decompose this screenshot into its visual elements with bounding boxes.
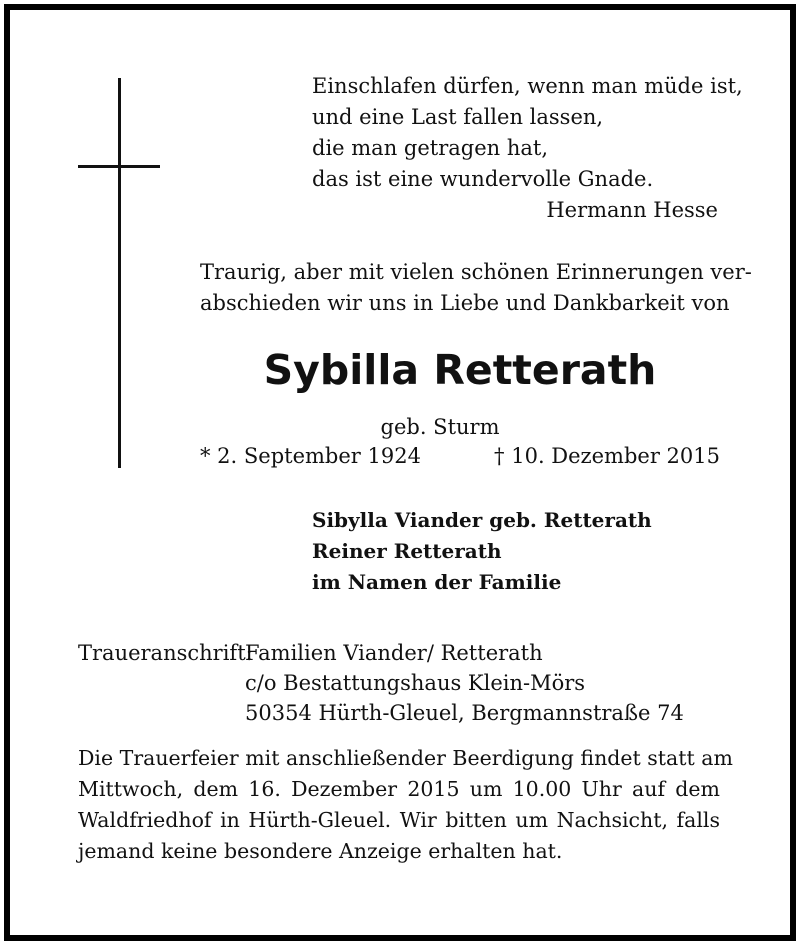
funeral-service-info [78,743,733,867]
service-line: Mittwoch, dem 16. Dezember 2015 um 10.00 Uhr auf dem [78,777,720,801]
poem-block [312,71,743,226]
intro-line: abschieden wir uns in Liebe und Dankbarkeit von [200,291,730,315]
poem-line: die man getragen hat, [312,136,548,160]
address-line: 50354 Hürth-Gleuel, Bergmannstraße 74 [245,701,684,725]
intro-line: Traurig, aber mit vielen schönen Erinnerungen ver- [200,260,752,284]
intro-text [200,257,752,319]
poem-line: Einschlafen dürfen, wenn man müde ist, [312,74,743,98]
address-label: Traueranschrift: [78,641,253,665]
mourner-name: Reiner Retterath [312,539,502,563]
service-line: Waldfriedhof in Hürth-Gleuel. Wir bitten um Nachsicht, falls [78,808,720,832]
service-line: jemand keine besondere Anzeige erhalten hat. [78,839,563,863]
death-date: † 10. Dezember 2015 [494,444,720,468]
maiden-name: geb. Sturm [380,415,500,439]
address-lines [245,638,684,728]
mourner-name: im Namen der Familie [312,570,562,594]
cross-vertical-bar [118,78,121,468]
cross-horizontal-bar [78,165,160,168]
poem-author: Hermann Hesse [546,198,718,222]
service-line: Die Trauerfeier mit anschließender Beerdigung findet statt am [78,746,733,770]
deceased-name: Sybilla Retterath [263,346,657,394]
mourners-list [312,505,712,598]
address-line: c/o Bestattungshaus Klein-Mörs [245,671,586,695]
mourner-name: Sibylla Viander geb. Retterath [312,508,652,532]
poem-line: das ist eine wundervolle Gnade. [312,167,654,191]
birth-date: * 2. September 1924 [200,444,421,468]
address-line: Familien Viander/ Retterath [245,641,543,665]
poem-line: und eine Last fallen lassen, [312,105,604,129]
